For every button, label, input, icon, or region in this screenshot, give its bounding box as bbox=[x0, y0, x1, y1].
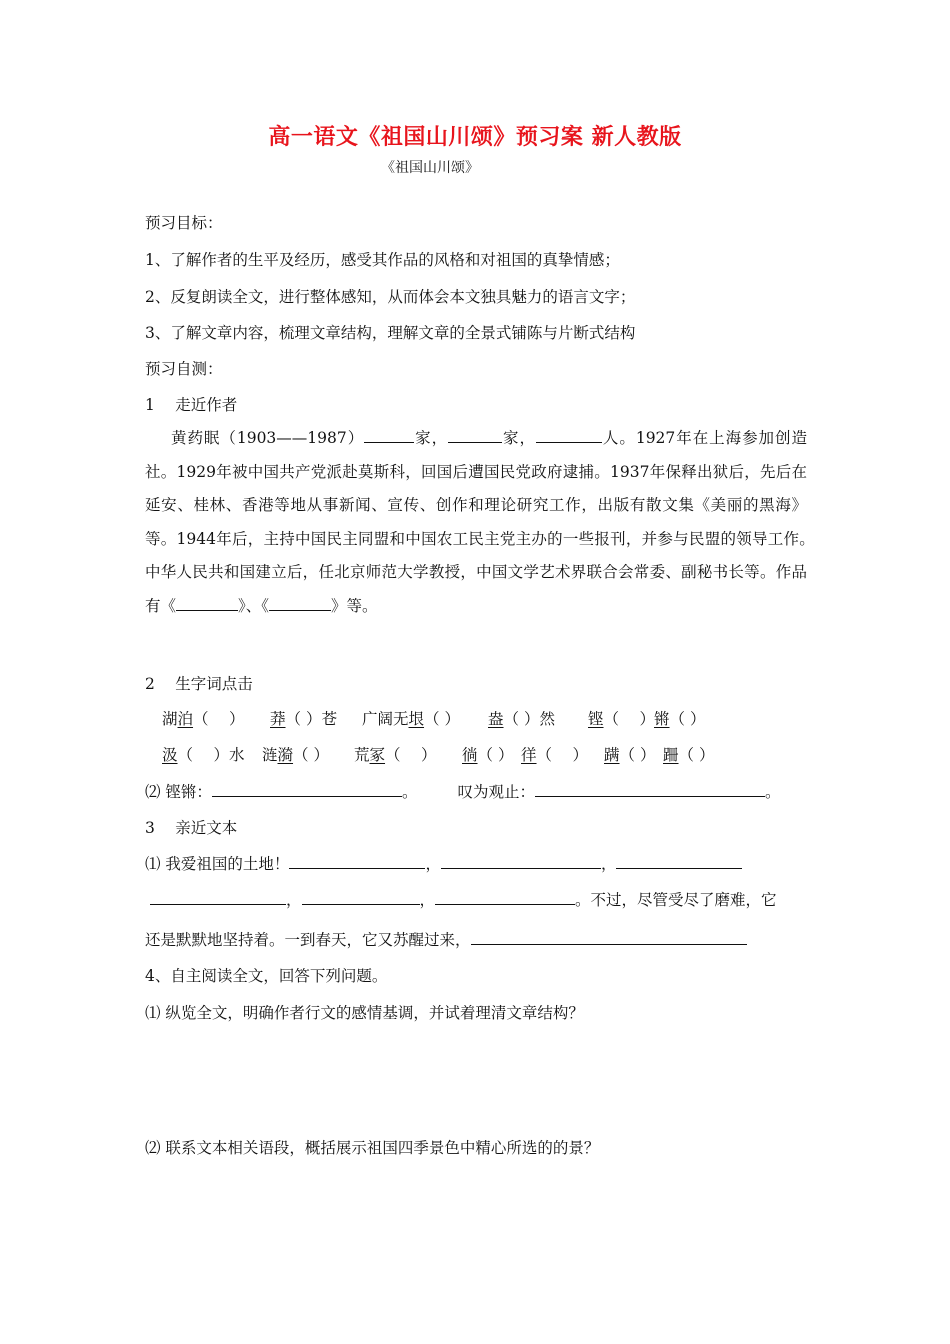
selftest-heading: 预习自测： bbox=[145, 360, 223, 378]
section2-heading: 2 生字词点击 bbox=[145, 675, 253, 693]
fill-blank[interactable] bbox=[269, 595, 331, 611]
goal-item: 3、了解文章内容，梳理文章结构，理解文章的全景式铺陈与片断式结构 bbox=[145, 324, 636, 342]
vocab-item: 锵（ ） bbox=[654, 710, 706, 728]
recite-line-2: ， ， 。不过，尽管受尽了磨难，它 bbox=[150, 888, 777, 910]
goal-item: 1、了解作者的生平及经历，感受其作品的风格和对祖国的真挚情感； bbox=[145, 251, 620, 269]
page-title: 高一语文《祖国山川颂》预习案 新人教版 bbox=[268, 125, 682, 150]
author-paragraph: 黄药眠（1903——1987） 家， 家， 人。1927年在上海参加创造社。1929年被中国共产党派赴莫斯科，回国后遭国民党政府逮捕。1937年保释出狱后，先后在延安、桂林、香港等地从事新闻、宣传、创作和理论研究工作，出版有散文集《美丽的黑海》等。1944年后，主持中国民主同盟和中国农工民主党主办的一些报刊，并参与民盟的领导工作。 中华人民共和国建立后，任北京师范大学教授，中国文学艺术界联合会常委、副秘书长等。作品有《 》、《 》等。 bbox=[145, 429, 823, 615]
vocab-item: 汲（ ）水 bbox=[162, 746, 245, 764]
question-1: ⑴ 纵览全文，明确作者行文的感情基调，并试着理清文章结构？ bbox=[145, 1004, 584, 1022]
fill-blank[interactable] bbox=[616, 853, 742, 869]
vocab-item: 跚（ ） bbox=[663, 746, 715, 764]
vocab-item: 荒冢（ ） bbox=[354, 746, 437, 764]
fill-blank[interactable] bbox=[471, 929, 747, 945]
vocab-item: 铿（ ） bbox=[588, 710, 655, 728]
fill-blank[interactable] bbox=[302, 889, 420, 905]
section4-heading: 4、自主阅读全文，回答下列问题。 bbox=[145, 967, 388, 985]
question-2: ⑵ 联系文本相关语段，概括展示祖国四季景色中精心所选的的景？ bbox=[145, 1139, 600, 1157]
vocab-item: 徜（ ） bbox=[462, 746, 514, 764]
section3-heading: 3 亲近文本 bbox=[145, 819, 238, 837]
fill-blank[interactable] bbox=[364, 427, 414, 443]
definition-question: ⑵ 铿锵： 。 叹为观止： 。 bbox=[145, 783, 781, 801]
fill-blank[interactable] bbox=[535, 781, 765, 797]
vocab-item: 盎（ ）然 bbox=[488, 710, 555, 728]
page-subtitle: 《祖国山川颂》 bbox=[381, 160, 479, 176]
fill-blank[interactable] bbox=[150, 889, 286, 905]
fill-blank[interactable] bbox=[289, 853, 425, 869]
vocab-item: 徉（ ） bbox=[521, 746, 588, 764]
fill-blank[interactable] bbox=[448, 427, 502, 443]
goal-item: 2、反复朗读全文，进行整体感知，从而体会本文独具魅力的语言文字； bbox=[145, 288, 636, 306]
vocab-item: 湖泊（ ） bbox=[162, 710, 245, 728]
recite-line-1: ⑴ 我爱祖国的土地！ ， ， bbox=[145, 852, 742, 874]
goals-heading: 预习目标： bbox=[145, 214, 223, 232]
vocab-item: 蹒（ ） bbox=[604, 746, 656, 764]
section1-heading: 1 走近作者 bbox=[145, 396, 238, 414]
fill-blank[interactable] bbox=[441, 853, 601, 869]
vocab-item: 广阔无垠（ ） bbox=[362, 710, 460, 728]
fill-blank[interactable] bbox=[176, 595, 238, 611]
vocab-item: 涟漪（ ） bbox=[262, 746, 329, 764]
recite-line-3: 还是默默地坚持着。一到春天，它又苏醒过来， bbox=[145, 928, 747, 950]
vocab-item: 莽（ ）苍 bbox=[270, 710, 337, 728]
fill-blank[interactable] bbox=[212, 781, 402, 797]
fill-blank[interactable] bbox=[435, 889, 575, 905]
fill-blank[interactable] bbox=[536, 427, 602, 443]
